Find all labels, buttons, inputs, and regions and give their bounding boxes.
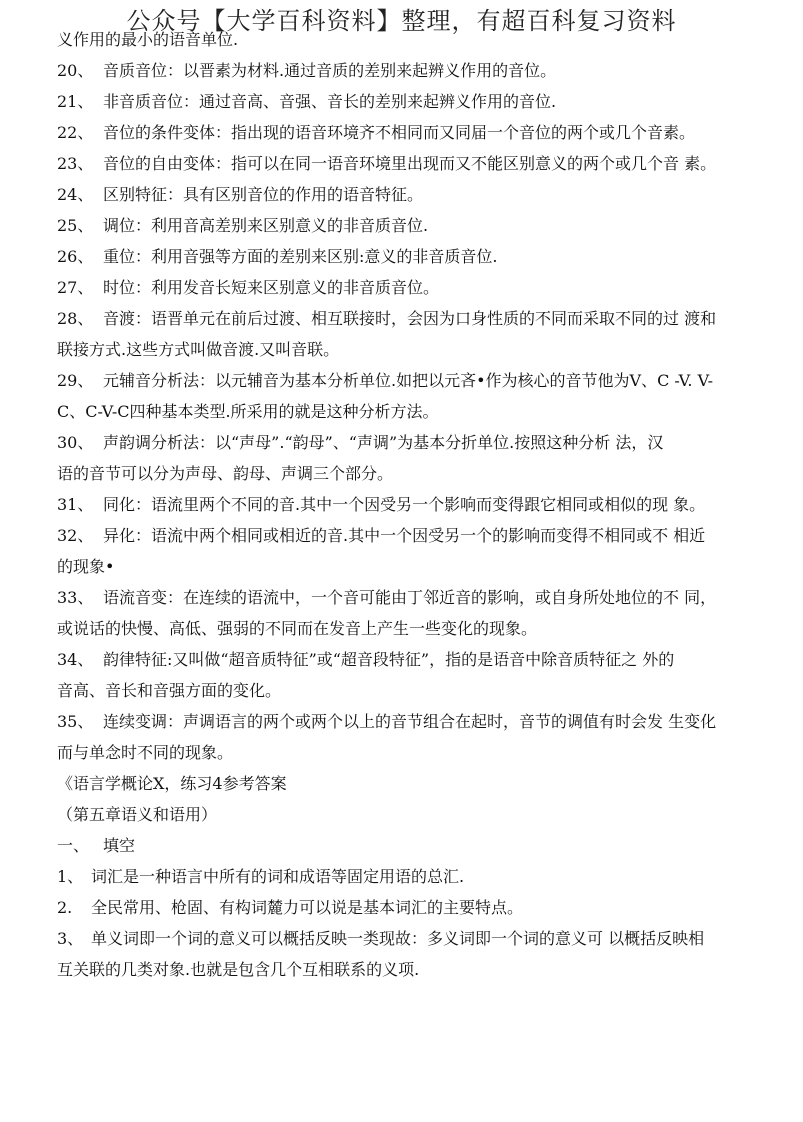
list-item	[57, 210, 793, 241]
item-number: 29、	[57, 371, 94, 390]
part-number: 一、	[57, 836, 90, 855]
list-item	[57, 427, 793, 458]
item-text: 连续变调：声调语言的两个或两个以上的音节组合在起时，音节的调值有时会发 生变化	[103, 712, 717, 731]
item-text: 异化：语流中两个相同或相近的音.其中一个因受另一个的影响而变得不相同或不 相近	[103, 526, 706, 545]
item-text: 音位的条件变体：指出现的语音环境齐不相同而又同届一个音位的两个或几个音素。	[103, 123, 696, 142]
item-text: 联接方式.这些方式叫做音渡.又叫音联。	[57, 340, 340, 359]
item-text: 音质音位：以晋素为材料.通过音质的差别来起辨义作用的音位。	[103, 61, 557, 80]
item-number: 22、	[57, 123, 94, 142]
list-item	[57, 303, 793, 334]
list-item	[57, 117, 793, 148]
document-page	[57, 24, 793, 985]
item-text: 元辅音分析法：以元辅音为基本分析单位.如把以元吝•作为核心的音节他为V、C -V. V-	[103, 371, 714, 390]
list-item-continuation	[57, 675, 793, 706]
item-text: 音位的自由变体：指可以在同一语音环境里出现而又不能区别意义的两个或几个音 素。	[103, 154, 717, 173]
item-number: 34、	[57, 650, 94, 669]
item-text: 的现象•	[57, 557, 115, 576]
item-text: 而与单念时不同的现象。	[57, 743, 234, 762]
list-item	[57, 86, 793, 117]
list-item	[57, 489, 793, 520]
item-number: 32、	[57, 526, 94, 545]
item-number: 27、	[57, 278, 94, 297]
item-text: 调位：利用音高差别来区别意义的非音质音位.	[103, 216, 429, 235]
item-text: 语的音节可以分为声母、韵母、声调三个部分。	[57, 464, 394, 483]
item-text: 互关联的几类对象.也就是包含几个互相联系的义项.	[57, 960, 420, 979]
heading-text: 《语言学概论X，练习4参考答案	[57, 774, 287, 793]
item-text: 全民常用、枪固、有构词麓力可以说是基本词汇的主要特点。	[91, 898, 524, 917]
item-number: 33、	[57, 588, 94, 607]
watermark-text: 公众号【大学百科资料】整理，有超百科复习资料	[126, 7, 677, 35]
text-line	[57, 24, 793, 55]
item-number: 25、	[57, 216, 94, 235]
list-item	[57, 148, 793, 179]
list-item	[57, 644, 793, 675]
line-text: 义作用的最小的语音单位.	[57, 30, 239, 49]
item-number: 28、	[57, 309, 94, 328]
list-item	[57, 861, 793, 892]
list-item	[57, 706, 793, 737]
list-item	[57, 365, 793, 396]
item-number: 1、	[57, 867, 84, 886]
item-text: 语流音变：在连续的语流中，一个音可能由丁邻近音的影响，或自身所处地位的不 同，	[103, 588, 717, 607]
item-text: C、C-V-C四种基本类型.所采用的就是这种分析方法。	[57, 402, 439, 421]
item-number: 31、	[57, 495, 94, 514]
part-title: 填空	[103, 836, 136, 855]
item-text: 非音质音位：通过音高、音强、音长的差别来起辨义作用的音位.	[103, 92, 557, 111]
item-text: 单义词即一个词的意义可以概括反映一类现故：多义词即一个词的意义可 以概括反映相	[91, 929, 705, 948]
list-item-continuation	[57, 334, 793, 365]
item-text: 重位：利用音强等方面的差别来区别:意义的非音质音位.	[103, 247, 498, 266]
list-item-continuation	[57, 613, 793, 644]
item-number: 3、	[57, 929, 84, 948]
list-item-continuation	[57, 737, 793, 768]
item-text: 音高、音长和音强方面的变化。	[57, 681, 282, 700]
list-item	[57, 272, 793, 303]
item-text: 词汇是一种语言中所有的词和成语等固定用语的总汇.	[91, 867, 465, 886]
list-item	[57, 582, 793, 613]
item-text: 韵律特征:又叫做“超音质特征”或“超音段特征”，指的是语音中除音质特征之 外的	[103, 650, 675, 669]
chapter-subheading	[57, 799, 793, 830]
item-text: 同化：语流里两个不同的音.其中一个因受另一个影响而变得跟它相同或相似的现 象。	[103, 495, 706, 514]
item-text: 或说话的快慢、高低、强弱的不同而在发音上产生一些变化的现象。	[57, 619, 538, 638]
part-heading	[57, 830, 793, 861]
item-number: 24、	[57, 185, 94, 204]
item-number: 20、	[57, 61, 94, 80]
list-item-continuation	[57, 458, 793, 489]
item-text: 声韵调分析法：以“声母”.“韵母”、“声调”为基本分折单位.按照这种分析 法，汉	[103, 433, 664, 452]
item-number: 26、	[57, 247, 94, 266]
item-number: 2.	[57, 898, 73, 917]
item-text: 音渡：语晋单元在前后过渡、相互联接时，会因为口身性质的不同而采取不同的过 渡和	[103, 309, 717, 328]
item-number: 35、	[57, 712, 94, 731]
list-item-continuation	[57, 551, 793, 582]
item-number: 23、	[57, 154, 94, 173]
item-number: 30、	[57, 433, 94, 452]
item-text: 时位：利用发音长短来区别意义的非音质音位。	[103, 278, 440, 297]
list-item-continuation	[57, 396, 793, 427]
list-item	[57, 179, 793, 210]
heading-text: （第五章语义和语用）	[57, 805, 218, 824]
list-item	[57, 892, 793, 923]
section-heading	[57, 768, 793, 799]
list-item	[57, 520, 793, 551]
item-text: 区别特征：具有区别音位的作用的语音特征。	[103, 185, 424, 204]
list-item-continuation	[57, 954, 793, 985]
list-item	[57, 241, 793, 272]
list-item	[57, 923, 793, 954]
list-item	[57, 55, 793, 86]
item-number: 21、	[57, 92, 94, 111]
